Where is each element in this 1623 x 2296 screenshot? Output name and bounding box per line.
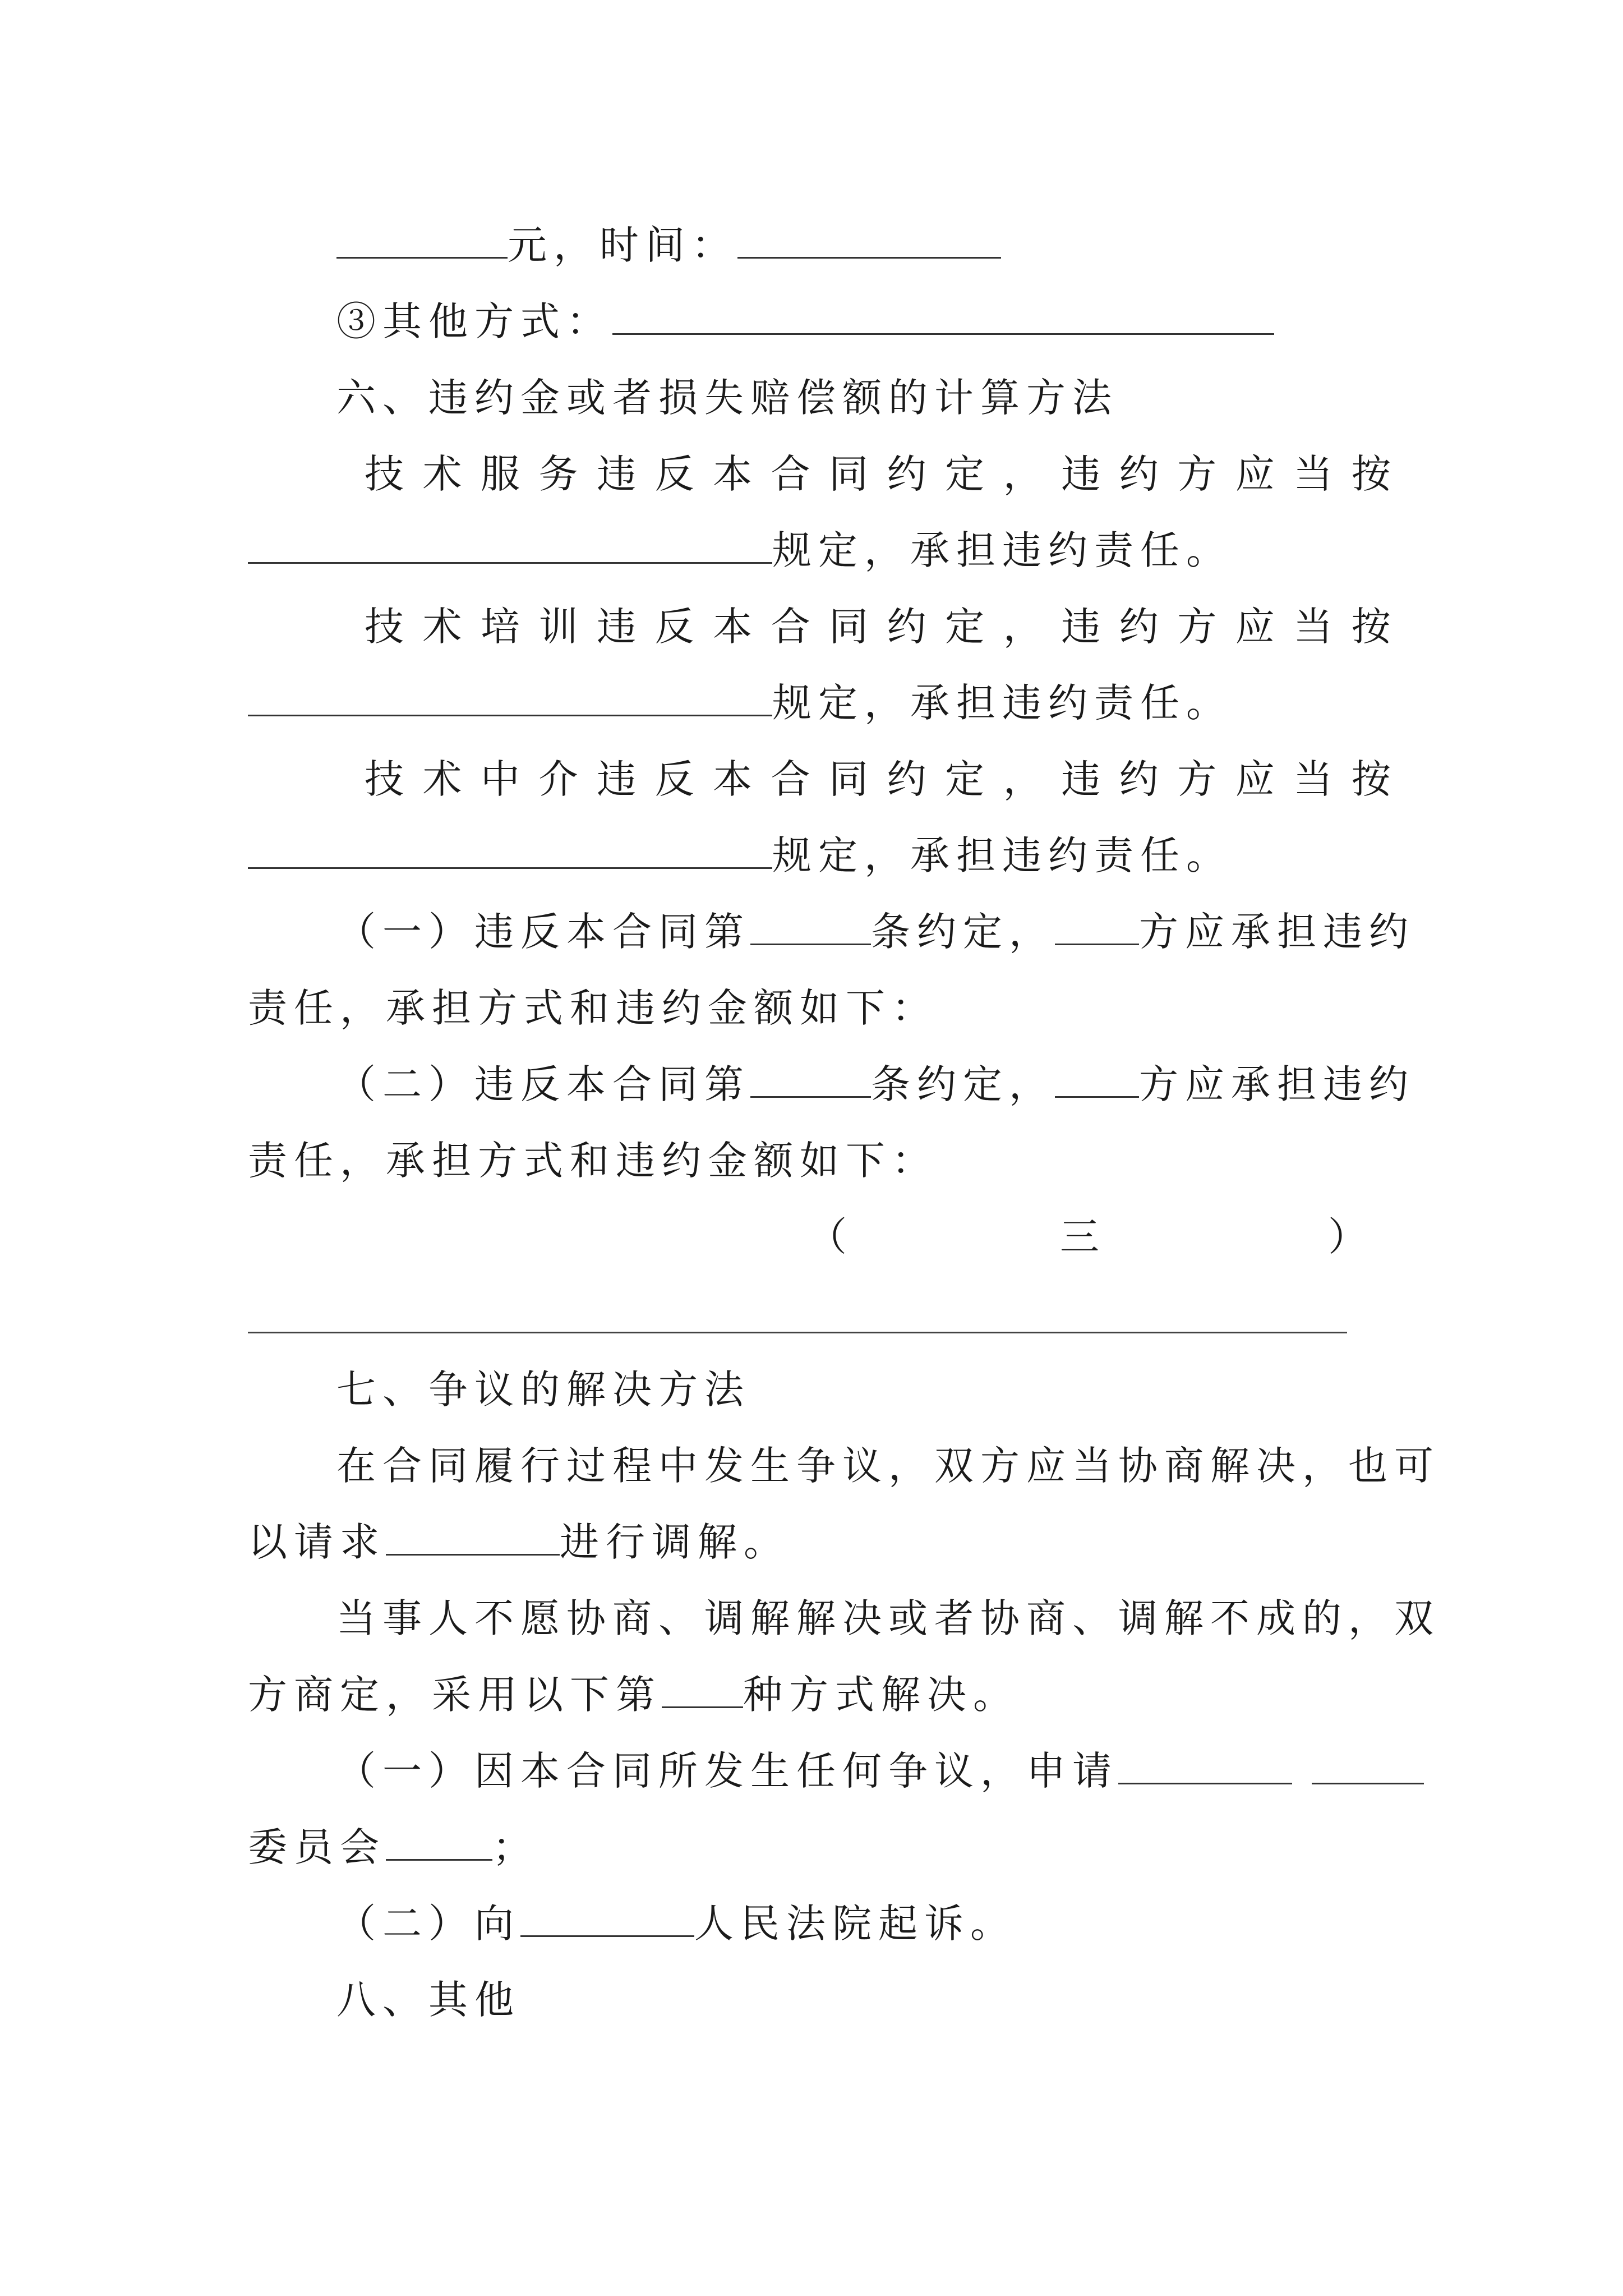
spread-char: 训 (538, 604, 578, 650)
tech-intermediary-rule-line: 规定，承担违约责任。 (248, 825, 1232, 886)
spread-char: 约 (1119, 451, 1159, 497)
spread-char: 违 (597, 451, 637, 497)
court-blank (520, 1894, 694, 1937)
spread-char: 术 (422, 451, 462, 497)
breach-clause-1-continuation: 责任，承担方式和违约金额如下： (248, 985, 938, 1031)
spread-char: 反 (654, 451, 694, 497)
method-number-blank (662, 1665, 743, 1708)
tech-training-blank (248, 673, 772, 716)
tech-intermediary-line (365, 748, 1391, 810)
litigation-option-line: （二）向 人民法院起诉。 (336, 1893, 1016, 1954)
spread-char: 当 (1293, 604, 1333, 650)
other-method-blank (612, 292, 1274, 335)
spread-char: 约 (887, 604, 926, 650)
amount-blank (336, 215, 508, 259)
spread-char: 违 (1061, 756, 1101, 802)
tech-training-rule-line: 规定，承担违约责任。 (248, 672, 1232, 734)
spread-char: 务 (538, 451, 578, 497)
dispute-paragraph-line-2: 以请求 进行调解。 (248, 1511, 790, 1573)
spread-char: 应 (1235, 756, 1275, 802)
spread-char: 同 (829, 604, 869, 650)
spread-char: 服 (481, 451, 520, 497)
spread-char: 术 (422, 756, 462, 802)
tech-service-rule-line: 规定，承担违约责任。 (248, 519, 1232, 581)
spread-char: 定 (945, 604, 985, 650)
section-seven-heading: 七、争议的解决方法 (336, 1366, 750, 1412)
other-method-line: ③其他方式： (336, 291, 1274, 352)
dispute-paragraph-line-1: 在合同履行过程中发生争议，双方应当协商解决，也可 (336, 1443, 1440, 1489)
breach-clause-2-continuation: 责任，承担方式和违约金额如下： (248, 1138, 938, 1184)
spread-char: 术 (422, 604, 462, 650)
spread-char: 合 (771, 451, 810, 497)
spread-char: 方 (1177, 756, 1217, 802)
spread-char: 合 (771, 604, 810, 650)
party-blank-1 (1055, 902, 1139, 945)
spread-char: 应 (1235, 451, 1275, 497)
payment-time-line: 元，时间： (336, 214, 1001, 276)
spread-char: 方 (1177, 604, 1217, 650)
resolution-paragraph-line-2: 方商定，采用以下第 种方式解决。 (248, 1664, 1019, 1726)
spread-char: ， (1003, 604, 1043, 650)
spread-char: ， (1003, 451, 1043, 497)
tech-service-blank (248, 521, 772, 564)
spread-char: 方 (1177, 451, 1217, 497)
spread-char: 合 (771, 756, 810, 802)
clause-number-blank-2 (750, 1055, 871, 1098)
mediator-blank (386, 1512, 560, 1556)
tech-service-line (365, 443, 1391, 505)
spread-char: 当 (1293, 451, 1333, 497)
spread-char: 违 (1061, 604, 1101, 650)
spread-char: 约 (1119, 756, 1159, 802)
spread-char: 当 (1293, 756, 1333, 802)
spread-char: 按 (1351, 756, 1391, 802)
clause-number-blank-1 (750, 902, 871, 945)
spread-char: 违 (1061, 451, 1101, 497)
clause-three-rule (248, 1332, 1347, 1333)
clause-three-label: （ 三 ） (808, 1214, 1374, 1260)
spread-char: ， (1003, 756, 1043, 802)
spread-char: 约 (887, 451, 926, 497)
arbitration-option-continuation: 委员会 ； (248, 1816, 538, 1878)
spread-char: 定 (945, 451, 985, 497)
spread-char: 中 (481, 756, 520, 802)
spread-char: 同 (829, 756, 869, 802)
breach-clause-1-line: （一）违反本合同第 条约定， 方应承担违约 (336, 901, 1415, 963)
arbitration-option-line: （一）因本合同所发生任何争议，申请 (336, 1740, 1424, 1802)
spread-char: 技 (365, 451, 404, 497)
arbitration-blank (386, 1818, 492, 1861)
spread-char: 本 (713, 756, 753, 802)
resolution-paragraph-line-1: 当事人不愿协商、调解解决或者协商、调解不成的，双 (336, 1595, 1440, 1641)
spread-char: 反 (654, 604, 694, 650)
breach-clause-2-line: （二）违反本合同第 条约定， 方应承担违约 (336, 1053, 1415, 1115)
section-six-heading: 六、违约金或者损失赔偿额的计算方法 (336, 375, 1118, 421)
spread-char: 按 (1351, 451, 1391, 497)
party-blank-2 (1055, 1055, 1139, 1098)
spread-char: 违 (597, 756, 637, 802)
arbitration-body-blank (1118, 1741, 1292, 1784)
spread-char: 本 (713, 604, 753, 650)
tech-training-line (365, 596, 1391, 657)
spread-char: 技 (365, 756, 404, 802)
time-blank (737, 215, 1001, 259)
spread-char: 技 (365, 604, 404, 650)
spread-char: 约 (1119, 604, 1159, 650)
arbitration-body-blank-2 (1312, 1741, 1424, 1784)
spread-char: 约 (887, 756, 926, 802)
spread-char: 培 (481, 604, 520, 650)
spread-char: 介 (538, 756, 578, 802)
spread-char: 定 (945, 756, 985, 802)
spread-char: 按 (1351, 604, 1391, 650)
spread-char: 同 (829, 451, 869, 497)
spread-char: 应 (1235, 604, 1275, 650)
spread-char: 反 (654, 756, 694, 802)
section-eight-heading: 八、其他 (336, 1977, 520, 2023)
tech-intermediary-blank (248, 826, 772, 869)
spread-char: 本 (713, 451, 753, 497)
spread-char: 违 (597, 604, 637, 650)
